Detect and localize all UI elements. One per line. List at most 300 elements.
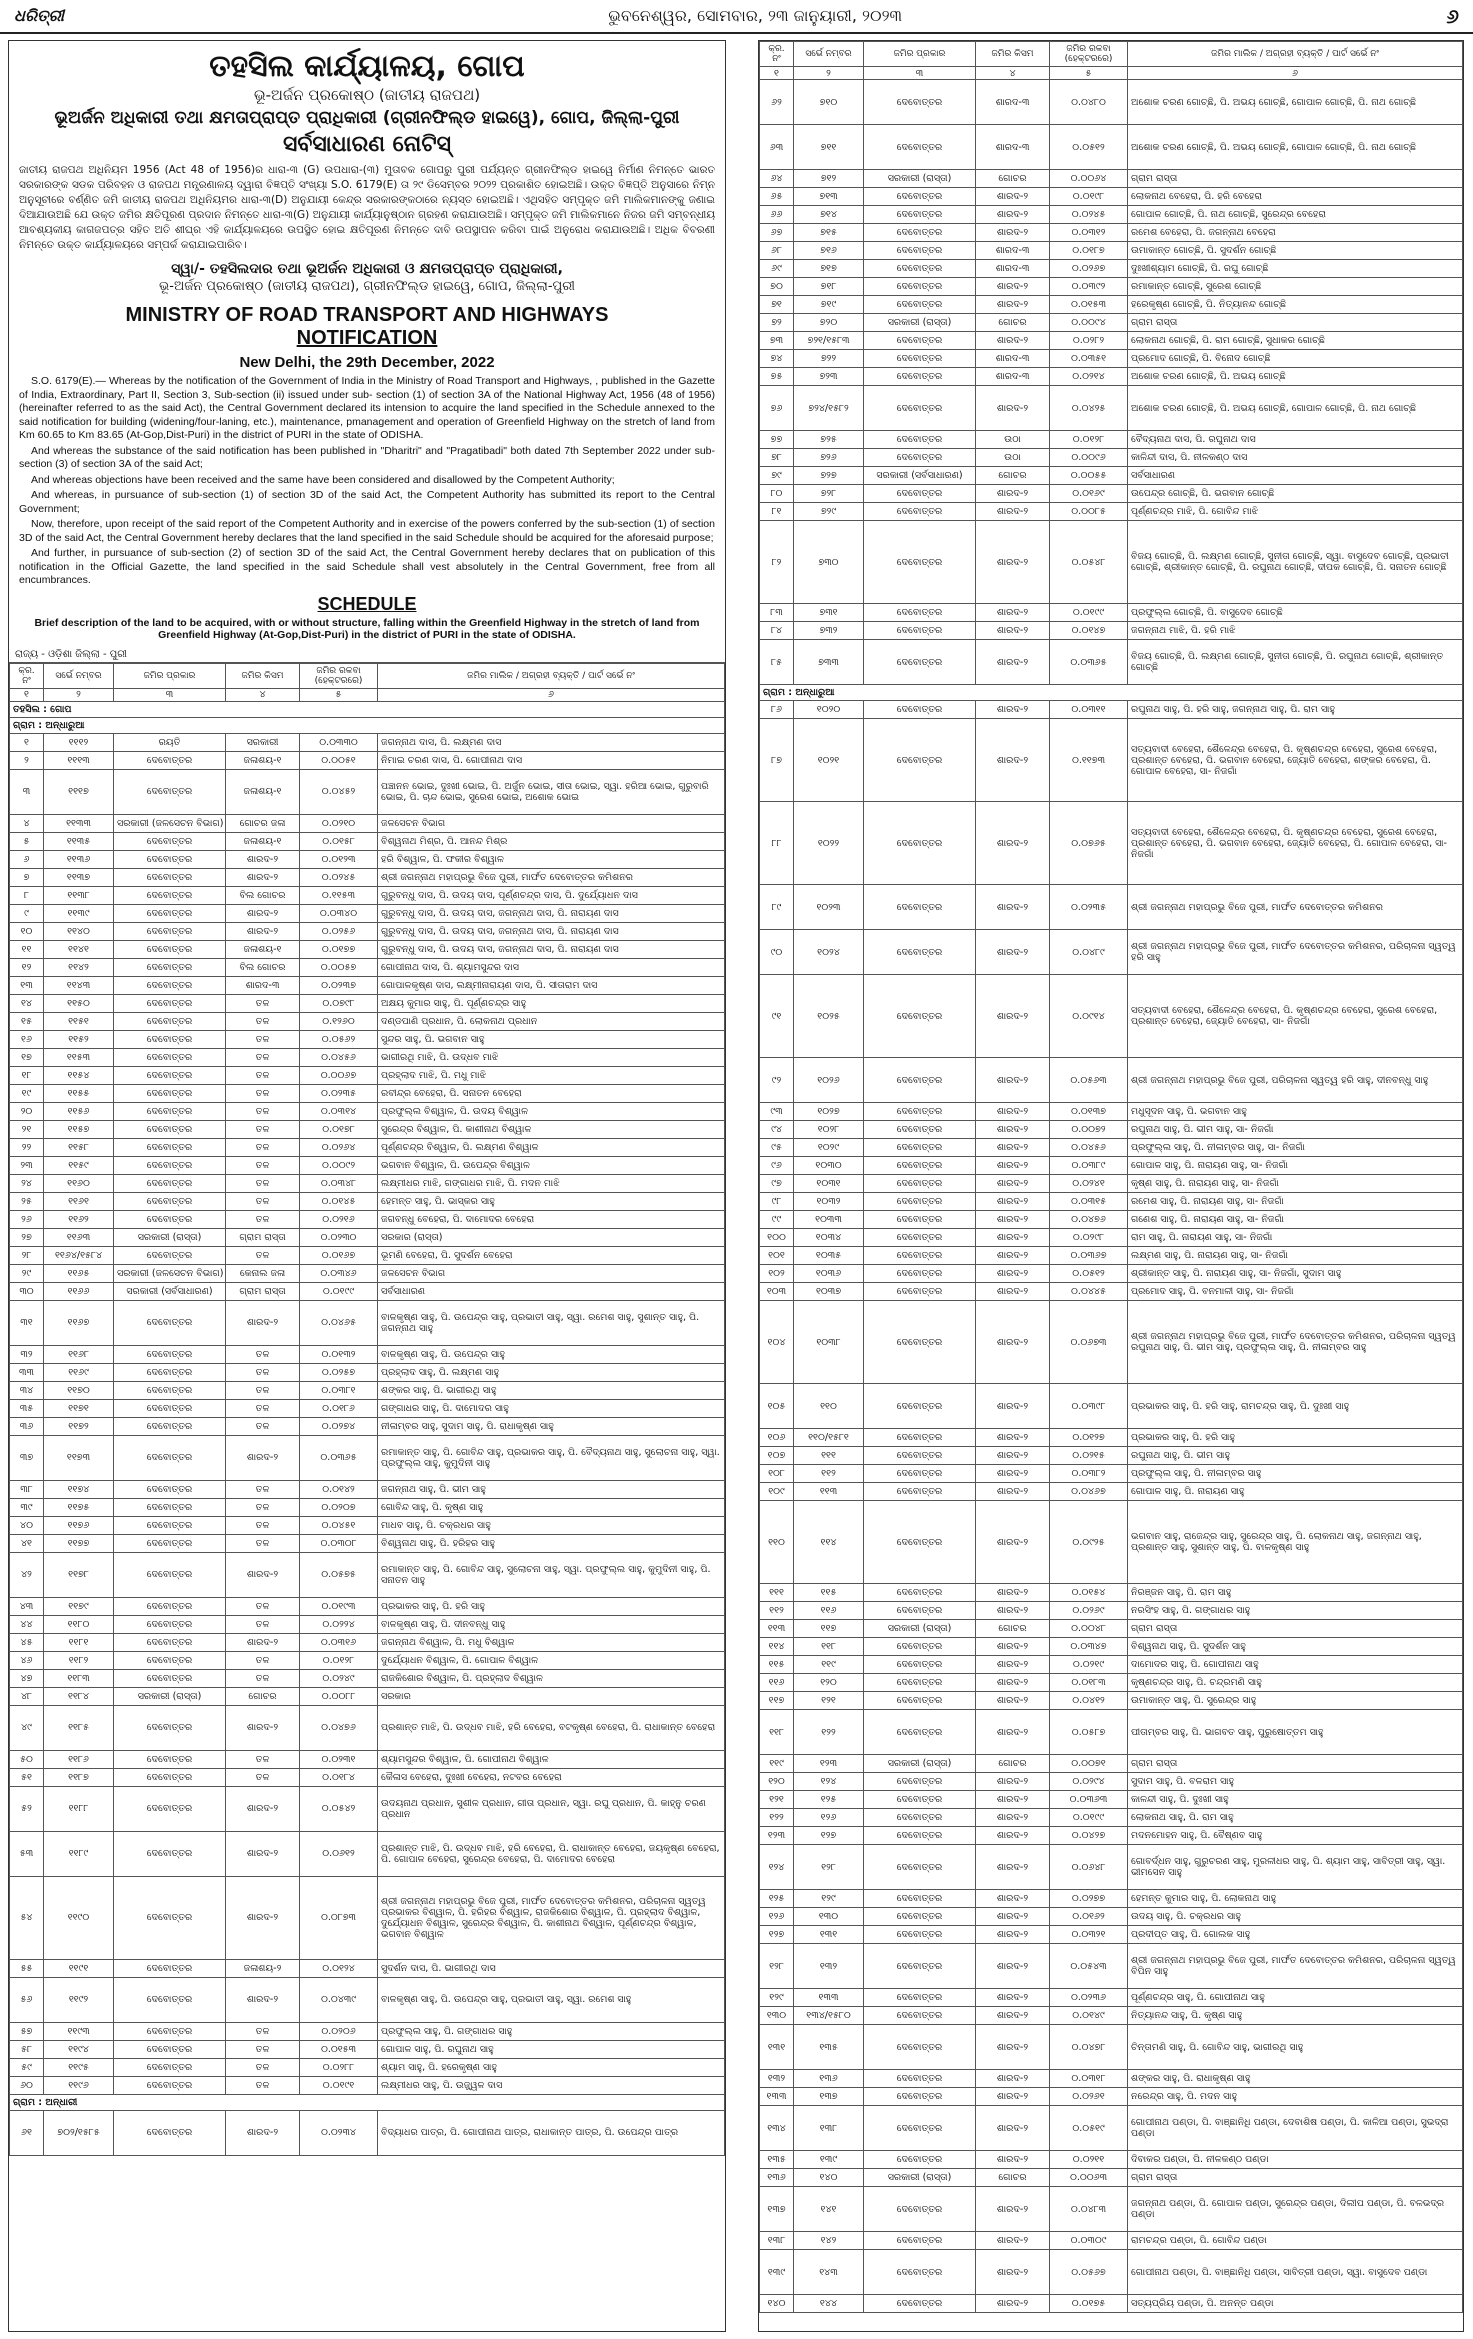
owner-details: ସତ୍ୟପ୍ରିୟ ପଣ୍ଡା, ପି. ଅନନ୍ତ ପଣ୍ଡା [1128,2295,1463,2313]
land-area: ୦.୦୨୮୨ [1050,332,1128,350]
survey-no: ୧୦୩୩ [794,1211,864,1229]
land-type: ଦେବୋତ୍ତର [864,1501,976,1584]
serial-no: ୫୫ [10,1959,44,1977]
table-row [10,1102,725,1120]
ministry-heading: MINISTRY OF ROAD TRANSPORT AND HIGHWAYS [125,304,609,326]
land-type: ଦେବୋତ୍ତର [114,1300,226,1345]
land-class: ତଳ [226,994,300,1012]
village-heading: ଗ୍ରାମ : ଅନ୍ଧାରୀ [10,2094,725,2110]
land-area: ୦.୦୨୬୪ [300,1138,378,1156]
land-type: ଦେବୋତ୍ତର [114,1120,226,1138]
land-area: ୦.୦୨୧୧ [1050,2151,1128,2169]
survey-no: ୧୦୨୬ [794,1058,864,1103]
table-row [760,1058,1463,1103]
serial-no: ୧୨୫ [760,1890,794,1908]
serial-no: ୧୨ [10,958,44,976]
survey-no: ୧୧୬୮ [44,1345,114,1363]
land-class: ଶାରଦ-୩ [976,242,1050,260]
owner-details: ମଧୁସୂଦନ ସାହୁ, ପି. ଭଗବାନ ସାହୁ [1128,1103,1463,1121]
serial-no: ୨୪ [10,1174,44,1192]
land-area: ୦.୦୫୬୩ [1050,1058,1128,1103]
land-class: ଶାରଦ-୨ [976,503,1050,521]
table-row [760,278,1463,296]
land-area: ୦.୦୩୧୬ [300,1633,378,1651]
land-type: ଦେବୋତ୍ତର [864,719,976,802]
land-area: ୦.୦୩୮୧ [300,1381,378,1399]
serial-no: ୬୭ [760,224,794,242]
schedule-table-right [759,41,1463,2313]
land-area: ୦.୦୫୪୩ [1050,1944,1128,1989]
serial-no: ୮୫ [760,640,794,685]
survey-no: ୧୧୬୬ [44,1282,114,1300]
owner-details: ପ୍ରଭାକର ସାହୁ, ପି. ହରି ସାହୁ [378,1597,725,1615]
land-class: ଗୋଚର [976,314,1050,332]
column-header: ଜମିର କିସମ [976,42,1050,67]
table-row [760,224,1463,242]
survey-no: ୭୨୫ [794,431,864,449]
serial-no: ୧୯ [10,1084,44,1102]
serial-no: ୭୭ [760,431,794,449]
table-row [10,1264,725,1282]
serial-no: ୪୪ [10,1615,44,1633]
land-class: ଶାରଦ-୨ [976,2088,1050,2106]
survey-no: ୧୧୮୮ [44,1786,114,1831]
land-class: ଶାରଦ-୨ [976,885,1050,930]
table-row [10,1597,725,1615]
table-row [10,958,725,976]
survey-no: ୧୧୩୬ [44,850,114,868]
owner-details: ନୀଳାମ୍ବର ସାହୁ, ସୁଦାମ ସାହୁ, ପି. ରାଧାକୃଷ୍ଣ ସାହୁ [378,1417,725,1435]
land-type: ଦେବୋତ୍ତର [864,1944,976,1989]
table-row [10,1786,725,1831]
owner-details: ଲକ୍ଷ୍ମୀଧର ସାହୁ, ପି. ଉଜ୍ଜ୍ୱଳ ଦାସ [378,2076,725,2094]
land-area: ୦.୦୨୩୫ [300,1084,378,1102]
survey-no: ୧୩୨ [794,1944,864,1989]
serial-no: ୭୬ [760,386,794,431]
owner-details: ଜଗନ୍ନାଥ ବିଶ୍ୱାଳ, ପି. ମଧୁ ବିଶ୍ୱାଳ [378,1633,725,1651]
table-row [760,1638,1463,1656]
land-type: ଦେବୋତ୍ତର [114,1615,226,1633]
land-area: ୦.୦୩୪୦ [300,904,378,922]
newspaper-name: ଧରିତ୍ରୀ [14,6,64,25]
serial-no: ୧୧୫ [760,1656,794,1674]
serial-no: ୮୭ [760,719,794,802]
land-type: ଦେବୋତ୍ତର [864,188,976,206]
survey-no: ୧୦୨୯ [794,1139,864,1157]
survey-no: ୧୧୬୯ [44,1363,114,1381]
newspaper-masthead [0,0,1473,34]
land-type: ସରକାରୀ (ଜଳସେଚନ ବିଭାଗ) [114,814,226,832]
survey-no: ୧୧୬୫ [44,1264,114,1282]
land-type: ଦେବୋତ୍ତର [114,886,226,904]
survey-no: ୭୧୩ [794,188,864,206]
land-type: ଦେବୋତ୍ତର [864,1809,976,1827]
serial-no: ୬୮ [760,242,794,260]
serial-no: ୧୮ [10,1066,44,1084]
survey-no: ୧୧୨ [794,1465,864,1483]
land-class: ଗୋଚର [976,1620,1050,1638]
survey-no: ୧୪୨ [794,2232,864,2250]
land-type: ଦେବୋତ୍ତର [864,1602,976,1620]
land-type: ଦେବୋତ୍ତର [864,1584,976,1602]
owner-details: ପ୍ରହ୍ଲାଦ ମାଝି, ପି. ମଧୁ ମାଝି [378,1066,725,1084]
table-row [10,904,725,922]
village-heading: ତହସିଲ : ଗୋପ [10,701,725,717]
survey-no: ୧୧୭୦ [44,1381,114,1399]
land-type: ଦେବୋତ୍ତର [864,485,976,503]
land-type: ଦେବୋତ୍ତର [114,1959,226,1977]
land-class: ତଳ [226,1597,300,1615]
table-row [10,751,725,769]
serial-no: ୬୨ [760,80,794,125]
land-area: ୦.୦୨୩୧ [300,1750,378,1768]
land-type: ଦେବୋତ୍ତର [114,1417,226,1435]
land-area: ୦.୦୩୪୭ [1050,1638,1128,1656]
land-class: ତଳ [226,1030,300,1048]
owner-details: ପ୍ରଫୁଲ୍ଲ ସାହୁ, ପି. ଗଙ୍ଗାଧର ସାହୁ [378,2022,725,2040]
serial-no: ୩୫ [10,1399,44,1417]
land-type: ଦେବୋତ୍ତର [864,449,976,467]
serial-no: ୧୦୯ [760,1483,794,1501]
survey-no: ୧୦୨୩ [794,885,864,930]
survey-no: ୭୨୭ [794,467,864,485]
table-row [10,769,725,814]
land-class: ତଳ [226,2076,300,2094]
land-class: ତଳ [226,2022,300,2040]
land-class: ଉଠା [976,449,1050,467]
survey-no: ୧୧୭୪ [44,1480,114,1498]
serial-no: ୨୯ [10,1264,44,1282]
owner-details: କୈଳାସ ବେହେରା, ଦୁଃଖୀ ବେହେରା, ନଟବର ବେହେରା [378,1768,725,1786]
owner-details: ପ୍ରଫୁଲ୍ଲ ବିଶ୍ୱାଳ, ପି. ଉଦୟ ବିଶ୍ୱାଳ [378,1102,725,1120]
land-type: ସରକାରୀ (ରାସ୍ତା) [864,2169,976,2187]
land-class: ଶାରଦ-୨ [976,1058,1050,1103]
land-area: ୦.୦୫୧୨ [1050,1265,1128,1283]
land-area: ୦.୦୩୨୧ [1050,1926,1128,1944]
owner-details: ଗୋପାଳକୃଷ୍ଣ ଦାସ, ଲକ୍ଷ୍ମୀନାରାୟଣ ଦାସ, ପି. ସୀତାରାମ ଦାସ [378,976,725,994]
owner-details: ଗୁରୁବନ୍ଧୁ ଦାସ, ପି. ଉଦୟ ଦାସ, ଜଗନ୍ନାଥ ଦାସ, ପି. ନାରାୟଣ ଦାସ [378,904,725,922]
table-row [760,1656,1463,1674]
survey-no: ୭୧୨ [794,170,864,188]
land-class: ଶାରଦ-୨ [976,604,1050,622]
land-class: ଶାରଦ-୨ [976,2025,1050,2070]
land-class: ଶାରଦ-୨ [226,1633,300,1651]
table-row [760,2187,1463,2232]
table-row [760,885,1463,930]
serial-no: ୫୩ [10,1831,44,1876]
table-row [10,1633,725,1651]
land-area: ୦.୦୩୮୨ [1050,1465,1128,1483]
land-type: ସରକାରୀ (ସର୍ବସାଧାରଣ) [864,467,976,485]
land-class: ଶାରଦ-୨ [976,1429,1050,1447]
land-area: ୦.୦୨୬୧ [1050,2088,1128,2106]
survey-no: ୧୧୭୭ [44,1534,114,1552]
table-row [760,1827,1463,1845]
table-row [10,1651,725,1669]
land-class: ଶାରଦ-୨ [976,1638,1050,1656]
land-class: ଶାରଦ-୨ [976,1157,1050,1175]
land-area: ୦.୦୪୩୯ [300,1977,378,2022]
serial-no: ୧୧୮ [760,1710,794,1755]
owner-details: ଅଶୋକ ଚରଣ ଗୋଚ୍ଛି, ପି. ଅଭୟ ଗୋଚ୍ଛି, ଗୋପାଳ ଗୋଚ୍ଛି, ପି. ନାଥ ଗୋଚ୍ଛି [1128,125,1463,170]
survey-no: ୧୧୮୬ [44,1750,114,1768]
serial-no: ୭ [10,868,44,886]
owner-details: ପ୍ରଶାନ୍ତ ମାଝି, ପି. ଉଦ୍ଧବ ମାଝି, ହରି ବେହେରା, ପି. ରାଧାକାନ୍ତ ବେହେରା, ଜୟକୃଷ୍ଣ ବେହେରା, ପି. ଗୋପାଳ ବେହେରା, ସୁରେନ୍ଦ୍ର ବେହେରା, ପି. ଦାମୋଦର ବେହେରା [378,1831,725,1876]
serial-no: ୧୨୧ [760,1791,794,1809]
serial-no: ୧୧୨ [760,1602,794,1620]
serial-no: ୩୩ [10,1363,44,1381]
owner-details: ବିଦ୍ୟାଧର ପାତ୍ର, ପି. ଗୋପୀନାଥ ପାତ୍ର, ରାଧାକାନ୍ତ ପାତ୍ର, ପି. ଉପେନ୍ଦ୍ର ପାତ୍ର [378,2110,725,2155]
serial-no: ୭୪ [760,350,794,368]
land-area: ୦.୦୯୧୪ [1050,975,1128,1058]
owner-details: ବିଜୟ ଗୋଚ୍ଛି, ପି. ଲକ୍ଷ୍ମଣ ଗୋଚ୍ଛି, ସୁନୀତା ଗୋଚ୍ଛି, ପି. ରଘୁନାଥ ଗୋଚ୍ଛି, ଶ୍ରୀକାନ୍ତ ଗୋଚ୍ଛି [1128,640,1463,685]
land-class: ଶାରଦ-୨ [976,1791,1050,1809]
table-row [10,976,725,994]
land-class: ଶାରଦ-୨ [976,1656,1050,1674]
land-area: ୦.୦୨୭୭ [1050,1890,1128,1908]
owner-details: ମାଧବ ସାହୁ, ପି. ଚକ୍ରଧର ସାହୁ [378,1516,725,1534]
land-class: ଶାରଦ-୨ [976,2007,1050,2025]
owner-details: ପ୍ରଫୁଲ୍ଲ ଗୋଚ୍ଛି, ପି. ବାସୁଦେବ ଗୋଚ୍ଛି [1128,604,1463,622]
column-header: ଜମିର ମାଲିକ / ଅଗ୍ରହୀ ବ୍ୟକ୍ତି / ପାର୍ଟ ସର୍ଭେ ନଂ [1128,42,1463,67]
land-area: ୦.୦୧୨୭ [1050,1429,1128,1447]
land-type: ଦେବୋତ୍ତର [114,1552,226,1597]
survey-no: ୧୧୫୫ [44,1084,114,1102]
land-type: ଦେବୋତ୍ତର [114,1597,226,1615]
owner-details: ଉପେନ୍ଦ୍ର ଗୋଚ୍ଛି, ପି. ଭଗବାନ ଗୋଚ୍ଛି [1128,485,1463,503]
land-class: ତଳ [226,1480,300,1498]
land-area: ୦.୦୨୪୫ [300,868,378,886]
table-row [10,1417,725,1435]
owner-details: ଭଗବାନ ସାହୁ, ରାଜେନ୍ଦ୍ର ସାହୁ, ସୁରେନ୍ଦ୍ର ସାହୁ, ପି. ଲୋକନାଥ ସାହୁ, ଜଗନ୍ନାଥ ସାହୁ, ପ୍ରଶାନ୍ତ ସାହୁ, ସୁଶାନ୍ତ ସାହୁ, ପି. ବାଳକୃଷ୍ଣ ସାହୁ [1128,1501,1463,1584]
table-row [10,1174,725,1192]
serial-no: ୬୧ [10,2110,44,2155]
serial-no: ୧୧୦ [760,1501,794,1584]
land-type: ଦେବୋତ୍ତର [114,850,226,868]
owner-details: ବିଶ୍ୱନାଥ ସାହୁ, ପି. ସୁଦର୍ଶନ ସାହୁ [1128,1638,1463,1656]
survey-no: ୭୧୬ [794,242,864,260]
land-area: ୦.୦୪୫୬ [300,1048,378,1066]
survey-no: ୧୩୫ [794,2025,864,2070]
survey-no: ୧୧୩୯ [44,904,114,922]
column-number: ୪ [226,688,300,701]
survey-no: ୧୦୩୦ [794,1157,864,1175]
land-type: ଦେବୋତ୍ତର [864,975,976,1058]
table-row [10,2022,725,2040]
owner-details: ରାଜକିଶୋର ବିଶ୍ୱାଳ, ପି. ପ୍ରହ୍ଲାଦ ବିଶ୍ୱାଳ [378,1669,725,1687]
land-class: ଶାରଦ-୨ [976,1809,1050,1827]
survey-no: ୧୧୪୧ [44,940,114,958]
table-row [10,832,725,850]
survey-no: ୭୧୫ [794,224,864,242]
column-number: ୫ [1050,67,1128,80]
survey-no: ୧୧୭ [794,1620,864,1638]
land-type: ଦେବୋତ୍ତର [114,1102,226,1120]
land-type: ଦେବୋତ୍ତର [114,1138,226,1156]
owner-details: ପୂର୍ଣ୍ଣଚନ୍ଦ୍ର ସାହୁ, ପି. ଗୋପୀନାଥ ସାହୁ [1128,1989,1463,2007]
survey-no: ୧୧୮୧ [44,1633,114,1651]
owner-details: ନିମାଇ ଚରଣ ଦାସ, ପି. ଗୋପୀନାଥ ଦାସ [378,751,725,769]
serial-no: ୧୩୪ [760,2106,794,2151]
land-area: ୦.୦୪୨୭ [1050,1827,1128,1845]
survey-no: ୧୨୨ [794,1710,864,1755]
survey-no: ୧୧୩୮ [44,886,114,904]
land-type: ଦେବୋତ୍ତର [864,1193,976,1211]
table-row [10,733,725,751]
land-area: ୦.୦୩୦୮ [300,1534,378,1552]
table-row [760,1429,1463,1447]
land-type: ଦେବୋତ୍ତର [864,2070,976,2088]
land-class: ଶାରଦ-୨ [976,296,1050,314]
schedule-brief: Brief description of the land to be acquired, with or without structure, falling within the Greenfield Highway in the stretch of land from Greenfield Highway (At-Gop,Dist-Puri) in the district of PURI in the state of ODISHA. [34,616,700,641]
land-type: ଦେବୋତ୍ତର [114,1977,226,2022]
owner-details: ଗ୍ରାମ ରାସ୍ତା [1128,1620,1463,1638]
serial-no: ୩୮ [10,1480,44,1498]
land-area: ୦.୦୫୪୮ [1050,521,1128,604]
land-type: ଦେବୋତ୍ତର [864,1791,976,1809]
owner-details: ରମେଶ ବେହେରା, ପି. ଜଗନ୍ନାଥ ବେହେରା [1128,224,1463,242]
land-type: ଦେବୋତ୍ତର [114,1705,226,1750]
owner-details: ପ୍ରମୋଦ ସାହୁ, ପି. ବନମାଳୀ ସାହୁ, ସା- ନିଜଗାଁ [1128,1283,1463,1301]
land-class: ତଳ [226,1012,300,1030]
serial-no: ୯ [10,904,44,922]
land-type: ଦେବୋତ୍ତର [114,1066,226,1084]
table-row [760,188,1463,206]
land-class: ଜଳାଶୟ-୧ [226,769,300,814]
land-area: ୦.୦୨୫୬ [300,922,378,940]
survey-no: ୧୧୫୩ [44,1048,114,1066]
survey-no: ୭୧୯ [794,296,864,314]
serial-no: ୩୭ [10,1435,44,1480]
table-row [760,1710,1463,1755]
owner-details: ସୁନ୍ଦର ସାହୁ, ପି. ଭଗବାନ ସାହୁ [378,1030,725,1048]
land-type: ଦେବୋତ୍ତର [114,1480,226,1498]
land-class: ଶାରଦ-୨ [226,1786,300,1831]
land-class: ଶାରଦ-୨ [226,868,300,886]
land-class: ଶାରଦ-୨ [976,224,1050,242]
land-class: ଶାରଦ-୨ [976,1827,1050,1845]
survey-no: ୭୧୮ [794,278,864,296]
land-area: ୦.୦୫୬୭ [1050,2250,1128,2295]
land-area: ୦.୦୪୨୫ [1050,386,1128,431]
survey-no: ୭୦୨/୧୫୮୫ [44,2110,114,2155]
serial-no: ୮୬ [760,701,794,719]
table-row [760,503,1463,521]
survey-no: ୧୦୨୧ [794,719,864,802]
survey-no: ୧୧୮୩ [44,1669,114,1687]
land-type: ଦେବୋତ୍ତର [864,802,976,885]
table-row [10,1084,725,1102]
survey-no: ୧୧୧ [794,1447,864,1465]
serial-no: ୪୮ [10,1687,44,1705]
table-row [760,1229,1463,1247]
survey-no: ୧୧୭୯ [44,1597,114,1615]
serial-no: ୫୯ [10,2058,44,2076]
serial-no: ୬୪ [760,170,794,188]
land-type: ଦେବୋତ୍ତର [864,260,976,278]
serial-no: ୧୦୧ [760,1247,794,1265]
land-class: ଶାରଦ-୨ [976,332,1050,350]
land-area: ୦.୦୨୧୪ [1050,368,1128,386]
table-row [760,701,1463,719]
table-row [10,1399,725,1417]
survey-no: ୧୧୪ [794,1501,864,1584]
land-type: ଦେବୋତ୍ତର [864,604,976,622]
owner-details: ପୂର୍ଣ୍ଣଚନ୍ଦ୍ର ମାଝି, ପି. ଗୋବିନ୍ଦ ମାଝି [1128,503,1463,521]
owner-details: ଜଗନ୍ନାଥ ସାହୁ, ପି. ଭୀମ ସାହୁ [378,1480,725,1498]
table-row [10,1192,725,1210]
serial-no: ୮୦ [760,485,794,503]
owner-details: ପୂର୍ଣ୍ଣଚନ୍ଦ୍ର ବିଶ୍ୱାଳ, ପି. ଲକ୍ଷ୍ମଣ ବିଶ୍ୱାଳ [378,1138,725,1156]
survey-no: ୧୧୭୮ [44,1552,114,1597]
land-area: ୦.୦୨୧୦ [300,814,378,832]
land-class: ତଳ [226,2058,300,2076]
land-type: ଦେବୋତ୍ତର [864,206,976,224]
land-type: ସରକାରୀ (ଜଳସେଚନ ବିଭାଗ) [114,1264,226,1282]
land-area: ୦.୦୦୯୬ [1050,449,1128,467]
survey-no: ୧୧୪୦ [44,922,114,940]
survey-no: ୧୧୫ [794,1584,864,1602]
survey-no: ୧୧୯୫ [44,2058,114,2076]
owner-details: ଗୋପାଳ ସାହୁ, ପି. ନାରାୟଣ ସାହୁ, ସା- ନିଜଗାଁ [1128,1157,1463,1175]
survey-no: ୧୧୯୧ [44,1959,114,1977]
serial-no: ୧୩୮ [760,2232,794,2250]
survey-no: ୧୦୩୬ [794,1265,864,1283]
land-area: ୦.୦୩୯୨ [1050,278,1128,296]
land-type: ଦେବୋତ୍ତର [114,1174,226,1192]
table-row [10,1282,725,1300]
survey-no: ୧୧୮ [794,1638,864,1656]
table-row [760,170,1463,188]
land-area: ୦.୦୨୩୫ [1050,885,1128,930]
serial-no: ୬ [10,850,44,868]
table-row [760,1908,1463,1926]
land-area: ୦.୦୫୧୯ [1050,2106,1128,2151]
land-type: ଦେବୋତ୍ତର [864,503,976,521]
serial-no: ୮ [10,886,44,904]
notification-heading: NOTIFICATION [296,327,438,349]
land-type: ଦେବୋତ୍ତର [864,2088,976,2106]
survey-no: ୭୨୨ [794,350,864,368]
survey-no: ୧୩୬ [794,2070,864,2088]
column-number: ୩ [114,688,226,701]
land-area: ୦.୦୩୯୮ [1050,1384,1128,1429]
table-row [760,2088,1463,2106]
survey-no: ୧୨୧ [794,1692,864,1710]
land-class: ତଳ [226,1102,300,1120]
land-area: ୦.୦୪୬୭ [1050,1483,1128,1501]
serial-no: ୧୩୯ [760,2250,794,2295]
survey-no: ୧୩୯ [794,2151,864,2169]
owner-details: ପ୍ରଭାକର ସାହୁ, ପି. ହରି ସାହୁ [1128,1429,1463,1447]
land-area: ୦.୦୦୪୮ [1050,1620,1128,1638]
land-class: ଶାରଦ-୩ [976,80,1050,125]
land-area: ୦.୦୧୯୩ [300,1597,378,1615]
owner-details: ଜଗନ୍ନାଥ ପଣ୍ଡା, ପି. ଗୋପାଳ ପଣ୍ଡା, ସୁରେନ୍ଦ୍ର ପଣ୍ଡା, ଦିଲୀପ ପଣ୍ଡା, ପି. ବଳଭଦ୍ର ପଣ୍ଡା [1128,2187,1463,2232]
land-class: ଶାରଦ-୨ [226,1435,300,1480]
serial-no: ୮୨ [760,521,794,604]
table-row [760,449,1463,467]
owner-details: ପ୍ରଫୁଲ୍ଲ ସାହୁ, ପି. ନୀଳାମ୍ବର ସାହୁ [1128,1465,1463,1483]
serial-no: ୧୭ [10,1048,44,1066]
owner-details: ରଘୁନାଥ ସାହୁ, ପି. ଭୀମ ସାହୁ [1128,1447,1463,1465]
owner-details: ଗୋପାଳ ଗୋଚ୍ଛି, ପି. ନାଥ ଗୋଚ୍ଛି, ସୁରେନ୍ଦ୍ର ବେହେରା [1128,206,1463,224]
land-class: ଶାରଦ-୨ [976,1103,1050,1121]
survey-no: ୧୧୯୩ [44,2022,114,2040]
serial-no: ୯୯ [760,1211,794,1229]
survey-no: ୧୧୩୩ [44,814,114,832]
survey-no: ୧୧୮୫ [44,1705,114,1750]
